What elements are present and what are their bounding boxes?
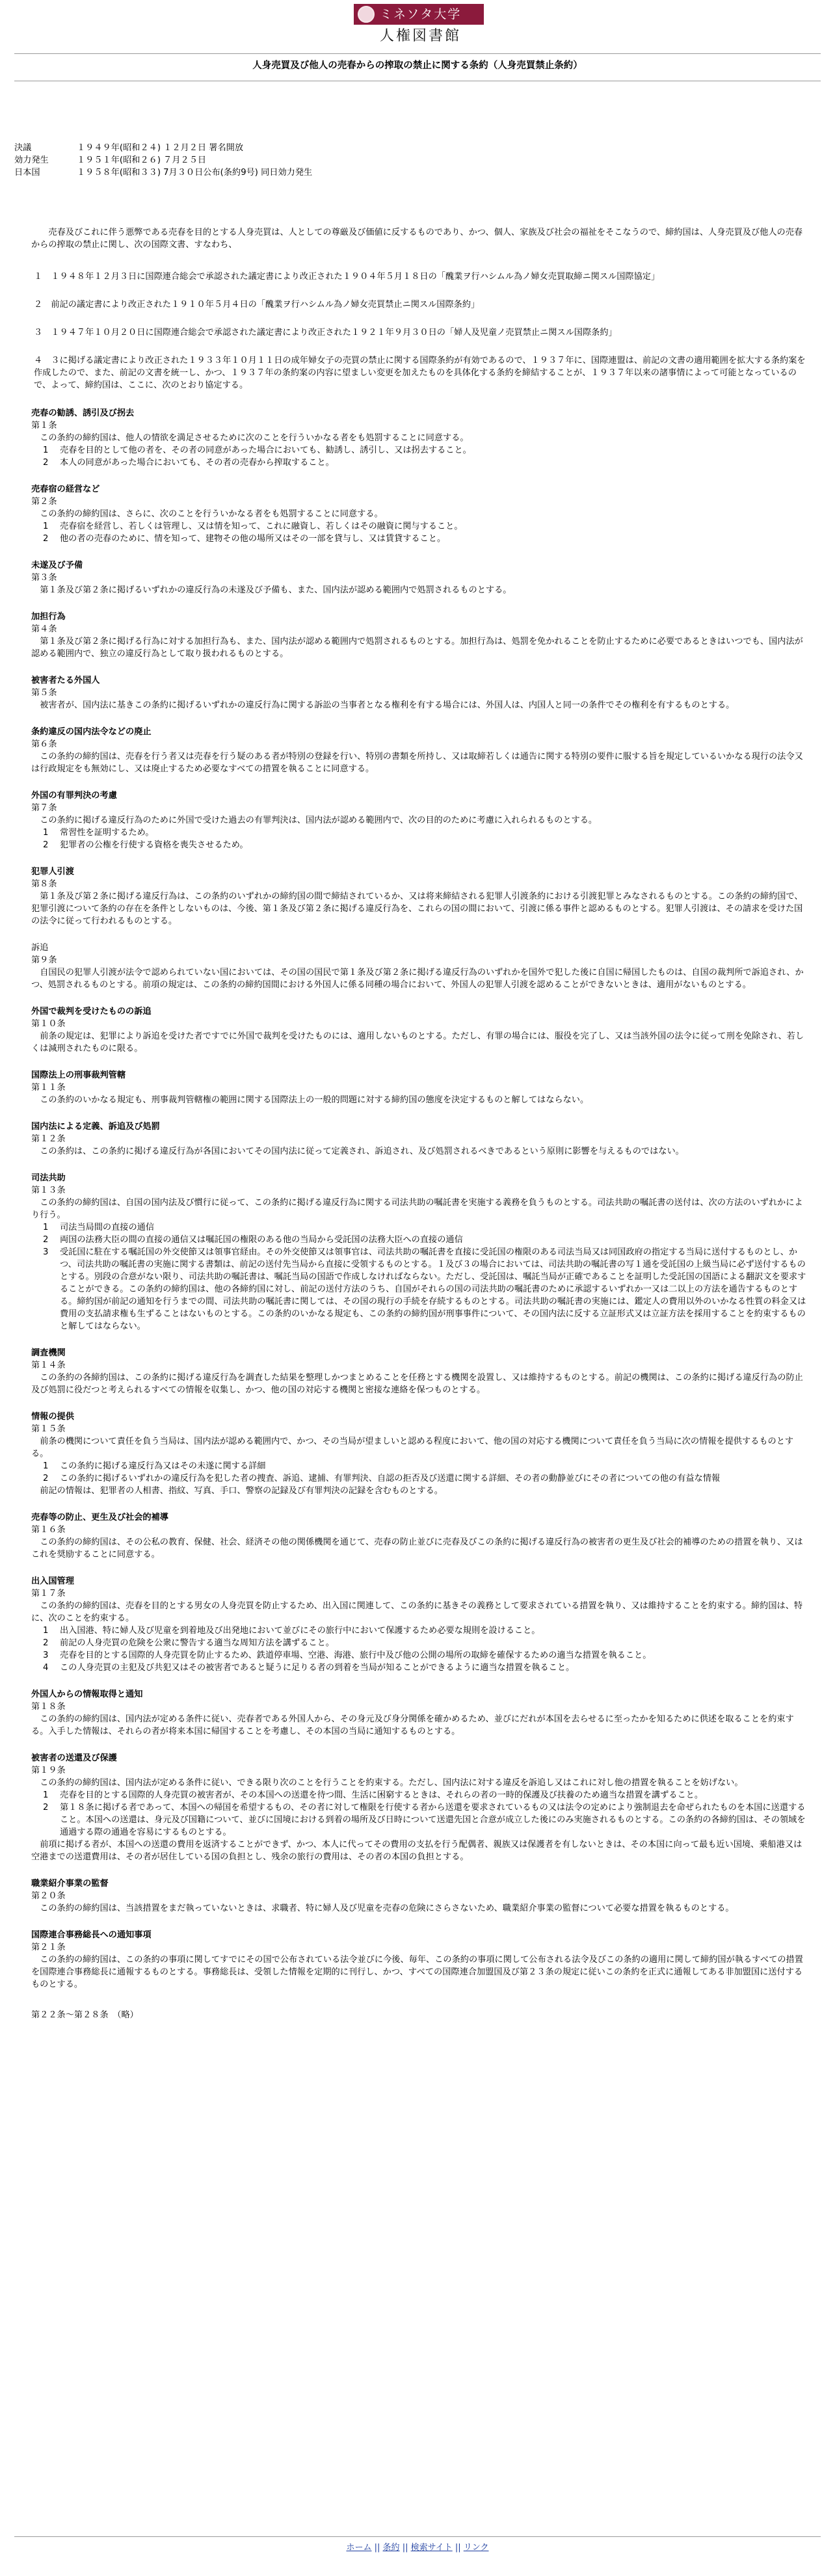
article-item (31, 457, 808, 469)
article-text: 被害者が、国内法に基きこの条約に掲げるいずれかの違反行為に関する訴訟の当事者となる権利を有する場合には、外国人は、内国人と同一の条件でその権利を有するものとする。 (40, 700, 735, 710)
item-number: 2 (43, 1474, 49, 1483)
article-item (31, 1789, 808, 1801)
article-section (31, 1121, 808, 1158)
article-text: この条約は、この条約に掲げる違反行為が各国においてその国内法に従って定義され、訴追され、及び処罰されるべきであるという原則に影響を与えるものではない。 (40, 1147, 684, 1156)
article-heading: 外国で裁判を受けたものの訴追 (31, 1007, 152, 1016)
article-item (31, 444, 808, 457)
article-section (31, 726, 808, 775)
article-heading: 被害者たる外国人 (31, 676, 100, 685)
header-divider (14, 53, 821, 54)
article-note: 前記の情報は、犯罪者の人相書、指紋、写真、手口、警察の記録及び有罪判決の記録を含むものとする。 (40, 1486, 443, 1496)
article-section (31, 674, 808, 711)
article-text: この条約の締約国は、自国の国内法及び慣行に従って、この条約に掲げる違反行為に関する司法共助の嘱託書を実施する義務を負うものとする。司法共助の嘱託書の送付は、次の方法のいずれかにより行う。 (31, 1198, 803, 1220)
article-section (31, 1752, 808, 1863)
article-section (31, 483, 808, 545)
article-heading: 売春の勧誘、誘引及び拐去 (31, 408, 135, 418)
omitted-articles: 第２２条〜第２８条 （略） (31, 2010, 139, 2020)
article-text: この条約の締約国は、当該措置をまだ執っていないときは、求職者、特に婦人及び児童を売春の危険にさらさないため、職業紹介事業の監督について必要な措置を執るものとする。 (40, 1904, 734, 1913)
meta-value: １９５８年(昭和３３) 7月３０日公布(条約9号) 同日効力発生 (77, 168, 313, 178)
meta-row (14, 154, 312, 166)
article-number: 第６条 (31, 739, 57, 749)
article-text: この条約のいかなる規定も、刑事裁判管轄権の範囲に関する国際法上の一般的問題に対する締約国の態度を決定するものと解してはならない。 (40, 1095, 589, 1105)
item-text: 両国の法務大臣の間の直接の通信又は嘱託国の権限のある他の当局から受託国の法務大臣への直接の通信 (60, 1235, 463, 1245)
article-item (31, 1662, 808, 1674)
article-number: 第５条 (31, 688, 57, 698)
article-item (31, 1246, 808, 1333)
article-item (31, 827, 808, 839)
article-heading: 調査機関 (31, 1348, 66, 1358)
item-number: 3 (43, 1651, 49, 1660)
meta-value: １９４９年(昭和２４) １２月２日 署名開放 (77, 143, 244, 153)
footer-link-treaties[interactable]: 条約 (382, 2543, 400, 2553)
item-text: 売春を目的とする国際的人身売買を防止するため、鉄道停車場、空港、海港、旅行中及び他の公開の場所の取締を確保するための適当な措置を執ること。 (60, 1651, 652, 1660)
footer-separator: || (402, 2543, 408, 2553)
article-number: 第８条 (31, 879, 57, 889)
article-item (31, 1625, 808, 1637)
footer-link-links[interactable]: リンク (463, 2543, 489, 2553)
article-text: 第１条及び第２条に掲げる行為に対する加担行為も、また、国内法が認める範囲内で処罰されるものとする。加担行為は、処罰を免かれることを防止するために必要であるときはいつでも、国内法が認める範囲内で、独立の違反行為として取り扱われるものとする。 (31, 637, 803, 659)
item-number: 1 (43, 828, 49, 838)
preamble-item: １ １９４８年１２月３日に国際連合総会で承認された議定書により改正された１９０４年５月１８日の「醜業ヲ行ハシムル為ノ婦女売買取締ニ関スル国際協定」 (34, 272, 660, 282)
item-number: 2 (43, 458, 49, 468)
article-section (31, 1575, 808, 1674)
article-text: この条約の各締約国は、この条約に掲げる違反行為を調査した結果を整理しかつまとめることを任務とする機関を設置し、又は維持するものとする。前記の機関は、この条約に掲げる違反行為の防止及び処罰に役だつと考えられるすべての情報を収集し、かつ、他の国の対応する機関と密接な連絡を保つものとする。 (31, 1373, 803, 1395)
article-section (31, 1005, 808, 1055)
article-item (31, 1221, 808, 1234)
article-list (31, 407, 808, 1991)
article-heading: 出入国管理 (31, 1576, 74, 1586)
article-number: 第１７条 (31, 1589, 66, 1599)
meta-label: 決議 (14, 143, 32, 153)
article-text: 第１条及び第２条に掲げる違反行為は、この条約のいずれかの締約国の間で締結されているか、又は将来締結される犯罪人引渡条約における引渡犯罪とみなされるものとする。この条約の締約国で、犯罪引渡について条約の存在を条件としないものは、今後、第１条及び第２条に掲げる違反行為を、これらの国の間において、引渡に係る事件と認めるものとする。犯罪人引渡は、その請求を受けた国の法令に従って行われるものとする。 (31, 892, 803, 926)
article-text: この条約の締約国は、国内法が定める条件に従い、できる限り次のことを行うことを約束する。ただし、国内法に対する違反を訴追し又はこれに対し他の措置を執ることを妨げない。 (40, 1778, 743, 1788)
article-item (31, 1801, 808, 1839)
article-section (31, 611, 808, 660)
article-text: この条約の締約国は、売春を目的とする男女の人身売買を防止するため、出入国に関連して、この条約に基きその義務として要求されている措置を執り、又は維持することを約束する。締約国は、特に、次のことを約束する。 (31, 1601, 803, 1623)
article-section (31, 1347, 808, 1396)
item-number: 2 (43, 1803, 49, 1812)
footer-separator: || (455, 2543, 461, 2553)
article-number: 第１０条 (31, 1019, 66, 1029)
item-text: この条約に掲げる違反行為又はその未遂に関する詳細 (60, 1461, 266, 1471)
article-item (31, 520, 808, 533)
article-heading: 司法共助 (31, 1173, 66, 1183)
logo-university-name: ミネソタ大学 (380, 7, 462, 21)
article-number: 第９条 (31, 955, 57, 965)
preamble-item: ３ １９４７年１０月２０日に国際連合総会で承認された議定書により改正された１９２１年９月３０日の「婦人及児童ノ売買禁止ニ関スル国際条約」 (34, 328, 617, 338)
article-text: この条約の締約国は、国内法が定める条件に従い、売春者である外国人から、その身元及び身分関係を確かめるため、並びにだれが本国を去らせるに至ったかを知るために供述を取ることを約束する。入手した情報は、それらの者が将来本国に帰国することを考慮し、その本国の当局に通知するものとする。 (31, 1714, 794, 1736)
footer-link-search[interactable]: 検索サイト (410, 2543, 453, 2553)
meta-label: 効力発生 (14, 155, 49, 165)
article-section (31, 559, 808, 596)
logo-library-name: 人権図書館 (380, 28, 462, 44)
article-item (31, 1472, 808, 1485)
article-heading: 加担行為 (31, 612, 66, 622)
meta-row (14, 142, 312, 154)
article-section (31, 942, 808, 991)
meta-label: 日本国 (14, 168, 40, 178)
article-number: 第７条 (31, 803, 57, 813)
footer-link-home[interactable]: ホーム (346, 2543, 372, 2553)
item-text: 売春宿を経営し、若しくは管理し、又は情を知って、これに融資し、若しくはその融資に関与すること。 (60, 522, 463, 531)
article-number: 第１５条 (31, 1424, 66, 1434)
article-text: この条約の締約国は、他人の情欲を満足させるために次のことを行ういかなる者をも処罰することに同意する。 (40, 433, 469, 443)
item-text: 出入国港、特に婦人及び児童を到着地及び出発地において並びにその旅行中において保護するため必要な規則を設けること。 (60, 1626, 540, 1636)
article-item (31, 839, 808, 851)
article-note: 前項に掲げる者が、本国への送還の費用を返済することができず、かつ、本人に代ってその費用の支払を行う配偶者、親族又は保護者を有しないときは、その本国に向って最も近い国境、乗船港又は空港までの送還費用は、その者が居住している国の負担とし、残余の旅行の費用は、その者の本国の負担とする。 (31, 1840, 802, 1862)
article-heading: 外国の有罪判決の考慮 (31, 791, 117, 801)
item-text: 本人の同意があった場合においても、その者の売春から搾取すること。 (60, 458, 334, 468)
article-number: 第２条 (31, 497, 57, 507)
article-item (31, 533, 808, 545)
item-number: 1 (43, 1790, 49, 1800)
item-text: この人身売買の主犯及び共犯又はその被害者であると疑うに足りる者の到着を当局が知ることができるように適当な措置を執ること。 (60, 1663, 575, 1673)
article-item (31, 1460, 808, 1472)
item-text: 司法当局間の直接の通信 (60, 1223, 155, 1232)
preamble-item: ２ 前記の議定書により改正された１９１０年５月４日の「醜業ヲ行ハシムル為ノ婦女売買禁止ニ関スル国際条約」 (34, 300, 480, 310)
meta-row (14, 166, 312, 179)
item-text: 常習性を証明するため。 (60, 828, 154, 838)
article-heading: 情報の提供 (31, 1412, 74, 1422)
preamble-item: ４ ３に掲げる議定書により改正された１９３３年１０月１１日の成年婦女子の売買の禁止に関する国際条約が有効であるので、１９３７年に、国際連盟は、前記の文書の適用範囲を拡大する条約案を作成したので、また、前記の文書を統一し、かつ、１９３７年の条約案の内容に望ましい変更を加えたものを具体化する条約を締結することが、１９３７年以来の諸事情によって可能となっているので、よって、締約国は、ここに、次のとおり協定する。 (34, 356, 806, 390)
article-section (31, 1878, 808, 1915)
page-title: 人身売買及び他人の売春からの搾取の禁止に関する条約（人身売買禁止条約） (252, 60, 583, 71)
article-number: 第４条 (31, 624, 57, 634)
article-number: 第１条 (31, 421, 57, 431)
article-text: この条約の締約国は、その公私の教育、保健、社会、経済その他の関係機関を通じて、売春の防止並びに売春及びこの条約に掲げる違反行為の被害者の更生及び社会的補導のための措置を執り、又はこれを奨励することに同意する。 (31, 1537, 803, 1560)
item-number: 1 (43, 1461, 49, 1471)
item-number: 3 (43, 1247, 49, 1257)
item-number: 1 (43, 1223, 49, 1232)
treaty-body (31, 226, 808, 2021)
item-text: 他の者の売春のために、情を知って、建物その他の場所又はその一部を貸与し、又は賃貸すること。 (60, 534, 446, 544)
article-heading: 訴追 (31, 943, 49, 953)
item-number: 4 (43, 1663, 49, 1673)
item-number: 1 (43, 445, 49, 455)
intro-paragraph: 売春及びこれに伴う悪弊である売春を目的とする人身売買は、人としての尊厳及び価値に反するものであり、かつ、個人、家族及び社会の福祉をそこなうので、締約国は、人身売買及び他人の売春からの搾取の禁止に関し、次の国際文書、すなわち、 (31, 228, 803, 250)
article-text: 自国民の犯罪人引渡が法令で認められていない国においては、その国の国民で第１条及び第２条に掲げる違反行為のいずれかを国外で犯した後に自国に帰国したものは、自国の裁判所で訴追され、かつ、処罰されるものとする。前項の規定は、この条約の締約国間における外国人に係る同種の場合において、外国人の犯罪人引渡を認めることができないときは、適用がないものとする。 (31, 968, 804, 990)
article-number: 第２１条 (31, 1943, 66, 1952)
site-header (0, 0, 835, 64)
article-heading: 外国人からの情報取得と通知 (31, 1690, 143, 1699)
article-text: 第１条及び第２条に掲げるいずれかの違反行為の未遂及び予備も、また、国内法が認める範囲内で処罰されるものとする。 (40, 585, 512, 595)
article-item (31, 1234, 808, 1246)
item-text: 犯罪者の公権を行使する資格を喪失させるため。 (60, 840, 248, 850)
meta-value: １９５１年(昭和２６) ７月２５日 (77, 155, 207, 165)
footer-nav (0, 2542, 835, 2554)
footer-divider (14, 2536, 821, 2537)
article-number: 第１３条 (31, 1186, 66, 1195)
item-number: 2 (43, 534, 49, 544)
footer-separator: || (374, 2543, 380, 2553)
article-number: 第１６条 (31, 1525, 66, 1535)
article-number: 第１９条 (31, 1766, 66, 1775)
article-text: この条約の締約国は、この条約の事項に関してすでにその国で公布されている法令並びに今後、毎年、この条約の事項に関して公布される法令及びこの条約の適用に関して締約国が執るすべての措置を国際連合事務総長に通報するものとする。事務総長は、受領した情報を定期的に刊行し、かつ、すべての国際連合加盟国及び第２３条の規定に従いこの条約を正式に通報してある非加盟国に送付するものとする。 (31, 1955, 803, 1989)
item-text: 前記の人身売買の危険を公衆に警告する適当な周知方法を講ずること。 (60, 1638, 334, 1648)
adoption-info (14, 142, 312, 179)
article-section (31, 1411, 808, 1497)
article-section (31, 407, 808, 469)
item-text: この条約に掲げるいずれかの違反行為を犯した者の捜査、訴追、逮捕、有罪判決、自認の拒否及び送還に関する詳細、その者の動静並びにその者についての他の有益な情報 (60, 1474, 721, 1483)
article-section (31, 790, 808, 851)
article-heading: 国際連合事務総長への通知事項 (31, 1930, 152, 1940)
article-heading: 条約違反の国内法令などの廃止 (31, 727, 152, 737)
item-number: 2 (43, 1235, 49, 1245)
article-section (31, 1929, 808, 1991)
article-heading: 売春等の防止、更生及び社会的補導 (31, 1513, 168, 1522)
article-number: 第１８条 (31, 1702, 66, 1712)
article-section (31, 866, 808, 927)
article-number: 第１１条 (31, 1083, 66, 1093)
item-text: 売春を目的とする国際的人身売買の被害者が、その本国への送還を待つ間、生活に困窮するときは、それらの者の一時的保護及び扶養のため適当な措置を講ずること。 (60, 1790, 704, 1800)
seal-icon (358, 6, 375, 23)
article-section (31, 1688, 808, 1738)
item-text: 第１８条に掲げる者であって、本国への帰国を希望するもの、その者に対して権限を行使する者から送還を要求されているもの又は法令の定めにより強制退去を命ぜられたものを本国に送還すること。本国への送還は、身元及び国籍について、並びに国境における到着の場所及び日時について送還先国と合意が成立した後にのみ実施されるものとする。この条約の各締約国は、その領域を通過する際の通過を容易にするものとする。 (60, 1803, 806, 1837)
article-heading: 未遂及び予備 (31, 561, 83, 570)
article-text: 前条の機関について責任を負う当局は、国内法が認める範囲内で、かつ、その当局が望ましいと認める程度において、他の国の対応する機関について責任を負う当局に次の情報を提供するものとする。 (31, 1437, 794, 1459)
article-section (31, 1069, 808, 1106)
item-text: 売春を目的として他の者を、その者の同意があった場合においても、勧誘し、誘引し、又は拐去すること。 (60, 445, 471, 455)
article-text: この条約に掲げる違反行為のために外国で受けた過去の有罪判決は、国内法が認める範囲内で、次の目的のために考慮に入れられるものとする。 (40, 816, 598, 825)
article-number: 第３条 (31, 573, 57, 583)
article-text: この条約の締約国は、さらに、次のことを行ういかなる者をも処罰することに同意する。 (40, 509, 383, 519)
item-number: 2 (43, 1638, 49, 1648)
item-number: 1 (43, 1626, 49, 1636)
article-section (31, 1172, 808, 1333)
article-heading: 売春宿の経営など (31, 485, 100, 494)
article-text: 前条の規定は、犯罪により訴追を受けた者ですでに外国で裁判を受けたものには、適用しないものとする。ただし、有罪の場合には、服役を完了し、又は当該外国の法令に従って刑を免除され、若しくは減刑されたものに限る。 (31, 1031, 804, 1054)
article-heading: 被害者の送還及び保護 (31, 1753, 117, 1763)
article-item (31, 1637, 808, 1649)
article-heading: 国内法による定義、訴追及び処罰 (31, 1122, 160, 1132)
preamble-list (31, 271, 808, 392)
item-number: 2 (43, 840, 49, 850)
item-text: 受託国に駐在する嘱託国の外交使節又は領事官経由。その外交使節又は領事官は、司法共助の嘱託書を直接に受託国の権限のある司法当局又は同国政府の指定する当局に送付するものとし、かつ、司法共助の嘱託書の実施に関する書類は、前記の送付先当局から直接に受領するものとする。１及び３の場合においては、司法共助の嘱託書の写１通を受託国の上級当局に必ず送付するものとする。別段の合意がない限り、司法共助の嘱託書は、嘱託当局の国語で作成しなければならない。ただし、受託国は、嘱託当局が正確であることを証明した受託国の国語による翻訳文を要求することができる。この条約の締約国は、他の各締約国に対し、前記の送付方法のうち、自国がそれらの国の司法共助の嘱託書のために承認するいずれか一又は二以上の方法を通告するものとする。締約国が前記の通知を行うまでの間、司法共助の嘱託書に関しては、その国の現行の手続を存続するものとする。司法共助の嘱託書の実施には、鑑定人の費用以外のいかなる性質の料金又は費用の支払請求権も生ずることはないものとする。この条約のいかなる規定も、この条約の締約国が刑事事件について、その国内法に反する立証形式又は立証方法を採用することを約束するものと解してはならない。 (60, 1247, 806, 1331)
article-section (31, 1511, 808, 1561)
article-item (31, 1649, 808, 1662)
item-number: 1 (43, 522, 49, 531)
article-heading: 職業紹介事業の監督 (31, 1879, 109, 1889)
article-heading: 国際法上の刑事裁判管轄 (31, 1070, 126, 1080)
library-logo[interactable] (354, 4, 484, 48)
article-text: この条約の締約国は、売春を行う者又は売春を行う疑のある者が特別の登録を行い、特別の書類を所持し、又は取締若しくは通告に関する特別の要件に服する旨を規定しているいかなる現行の法令又は行政規定をも無効にし、又は廃止するため必要なすべての措置を執ることに同意する。 (31, 752, 803, 774)
article-number: 第１４条 (31, 1361, 66, 1370)
article-number: 第１２条 (31, 1134, 66, 1144)
article-number: 第２０条 (31, 1891, 66, 1901)
article-heading: 犯罪人引渡 (31, 867, 74, 877)
